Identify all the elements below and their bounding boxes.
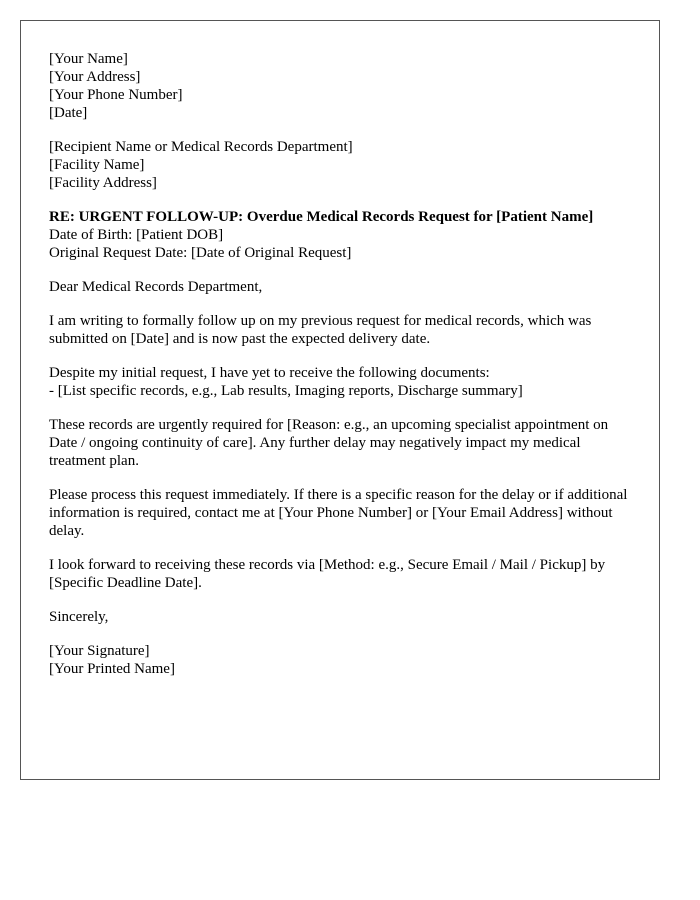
sender-phone: [Your Phone Number] xyxy=(49,87,183,103)
recipient-name: [Recipient Name or Medical Records Department] xyxy=(49,139,353,155)
letter-date: [Date] xyxy=(49,105,88,121)
salutation: Dear Medical Records Department, xyxy=(49,279,263,295)
paragraph-follow-up: I am writing to formally follow up on my previous request for medical records, which was submitted on [Date] and is now past the expected delivery date. xyxy=(49,313,592,347)
paragraph-request: Please process this request immediately. If there is a specific reason for the delay or if additional information is required, contact me at [Your Phone Number] or [Your Email Address] without delay. xyxy=(49,487,628,539)
subject-block xyxy=(49,208,631,262)
missing-documents-list-item: - [List specific records, e.g., Lab results, Imaging reports, Discharge summary] xyxy=(49,383,523,399)
signature: [Your Signature] xyxy=(49,643,150,659)
printed-name: [Your Printed Name] xyxy=(49,661,175,677)
original-request-date: Original Request Date: [Date of Original Request] xyxy=(49,245,352,261)
sender-address: [Your Address] xyxy=(49,69,141,85)
signature-block xyxy=(49,642,631,678)
paragraph-delivery: I look forward to receiving these records via [Method: e.g., Secure Email / Mail / Pickup] by [Specific Deadline Date]. xyxy=(49,557,606,591)
facility-address: [Facility Address] xyxy=(49,175,157,191)
facility-name: [Facility Name] xyxy=(49,157,145,173)
letter-page xyxy=(20,20,660,780)
missing-documents-block xyxy=(49,364,631,400)
recipient-block xyxy=(49,138,631,192)
sender-name: [Your Name] xyxy=(49,51,128,67)
paragraph-urgency: These records are urgently required for [Reason: e.g., an upcoming specialist appointment on Date / ongoing continuity of care]. Any further delay may negatively impact my medical treatment plan. xyxy=(49,417,609,469)
missing-documents-intro: Despite my initial request, I have yet to receive the following documents: xyxy=(49,365,490,381)
sign-off: Sincerely, xyxy=(49,609,109,625)
subject-line: RE: URGENT FOLLOW-UP: Overdue Medical Records Request for [Patient Name] xyxy=(49,209,594,225)
sender-block xyxy=(49,50,631,122)
patient-dob: Date of Birth: [Patient DOB] xyxy=(49,227,224,243)
